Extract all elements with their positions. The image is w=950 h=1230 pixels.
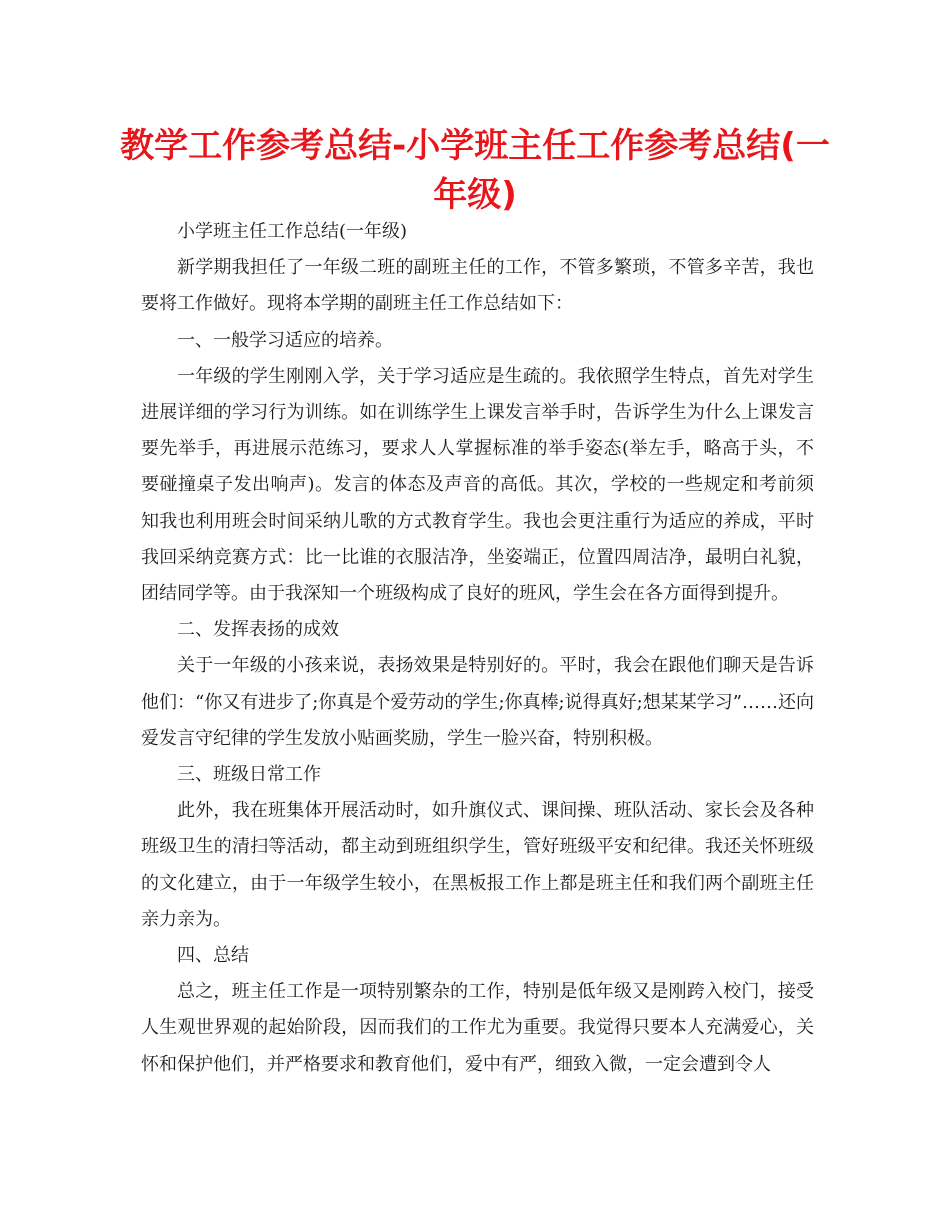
section-heading-1: 一、一般学习适应的培养。: [177, 329, 393, 351]
paragraph-section-2: 关于一年级的小孩来说，表扬效果是特别好的。平时，我会在跟他们聊天是告诉他们：“你又有进步了;你真是个爱劳动的学生;你真棒;说得真好;想某某学习”……还向爱发言守纪律的学生发放小贴画奖励，学生一脸兴奋，特别积极。: [141, 655, 814, 749]
paragraph-section-1: 一年级的学生刚刚入学，关于学习适应是生疏的。我依照学生特点，首先对学生进展详细的学习行为训练。如在训练学生上课发言举手时，告诉学生为什么上课发言要先举手，再进展示范练习，要求人人掌握标准的举手姿态(举左手，略高于头，不要碰撞桌子发出响声)。发言的体态及声音的高低。其次，学校的一些规定和考前须知我也利用班会时间采纳儿歌的方式教育学生。我也会更注重行为适应的养成，平时我回采纳竞赛方式：比一比谁的衣服洁净，坐姿端正，位置四周洁净，最明白礼貌，团结同学等。由于我深知一个班级构成了良好的班风，学生会在各方面得到提升。: [141, 365, 814, 605]
paragraph-subtitle: 小学班主任工作总结(一年级): [177, 221, 408, 242]
section-heading-3: 三、班级日常工作: [177, 764, 321, 786]
document-body: [141, 214, 814, 1083]
section-heading-2: 二、发挥表扬的成效: [177, 619, 339, 641]
paragraph-intro: 新学期我担任了一年级二班的副班主任的工作，不管多繁琐，不管多辛苦，我也要将工作做好。现将本学期的副班主任工作总结如下：: [141, 257, 814, 315]
section-heading-4: 四、总结: [177, 945, 249, 967]
paragraph-section-3: 此外，我在班集体开展活动时，如升旗仪式、课间操、班队活动、家长会及各种班级卫生的清扫等活动，都主动到班组织学生，管好班级平安和纪律。我还关怀班级的文化建立，由于一年级学生较小，在黑板报工作上都是班主任和我们两个副班主任亲力亲为。: [141, 800, 814, 930]
paragraph-section-4: 总之，班主任工作是一项特别繁杂的工作，特别是低年级又是刚跨入校门，接受人生观世界观的起始阶段，因而我们的工作尤为重要。我觉得只要本人充满爱心，关怀和保护他们，并严格要求和教育他们，爱中有严，细致入微，一定会遭到令人: [141, 981, 814, 1075]
document-title: 教学工作参考总结-小学班主任工作参考总结(一年级): [120, 126, 830, 215]
